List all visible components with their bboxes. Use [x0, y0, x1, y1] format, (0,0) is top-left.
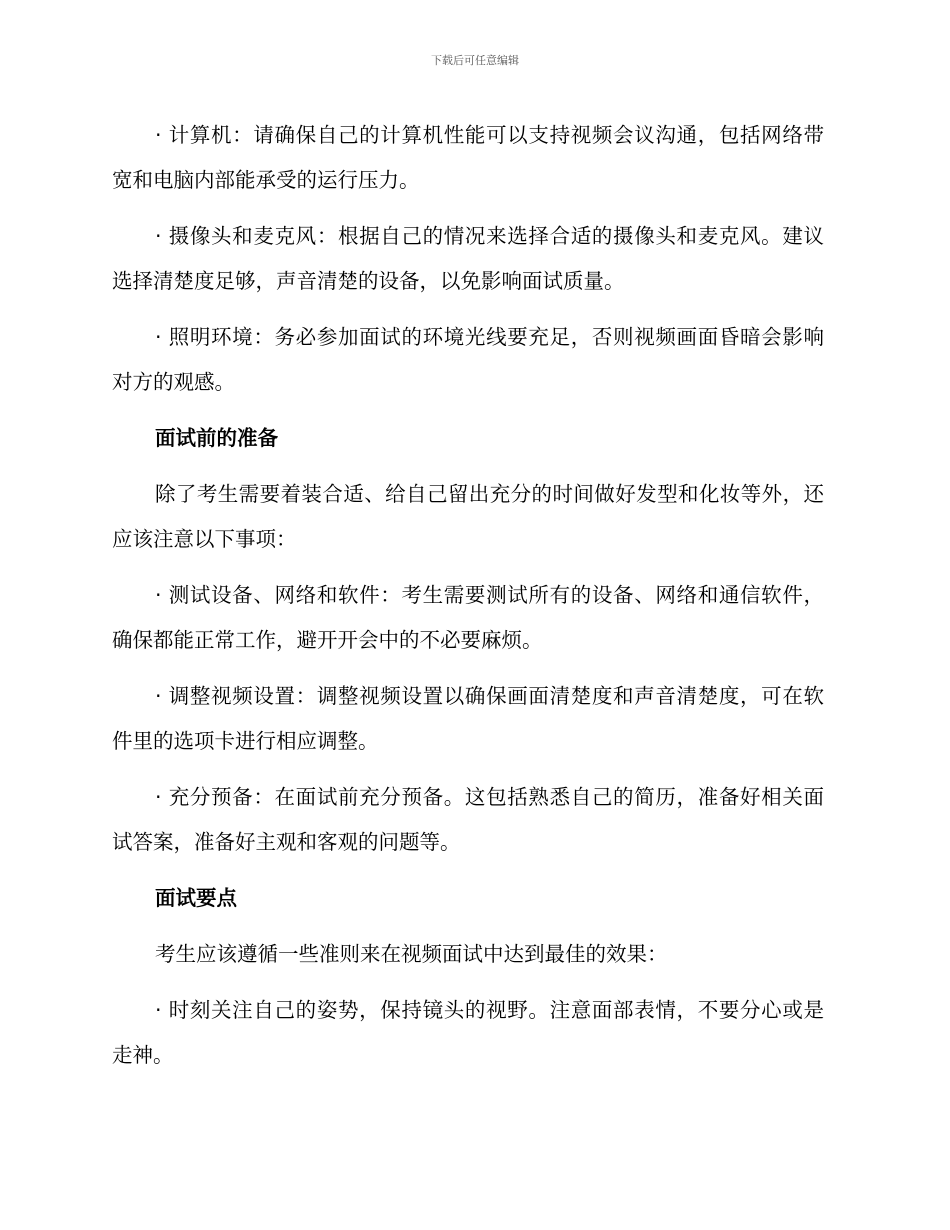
bullet-test-equipment: · 测试设备、网络和软件：考生需要测试所有的设备、网络和通信软件，确保都能正常工作，避开开会中的不必要麻烦。: [112, 583, 824, 652]
key-points-intro: 考生应该遵循一些准则来在视频面试中达到最佳的效果：: [155, 942, 668, 966]
section-heading-key-points: 面试要点: [155, 886, 237, 910]
bullet-camera-microphone: · 摄像头和麦克风：根据自己的情况来选择合适的摄像头和麦克风。建议选择清楚度足够，声音清楚的设备，以免影响面试质量。: [112, 224, 824, 293]
bullet-lighting: · 照明环境：务必参加面试的环境光线要充足，否则视频画面昏暗会影响对方的观感。: [112, 325, 824, 394]
bullet-computer: · 计算机：请确保自己的计算机性能可以支持视频会议沟通，包括网络带宽和电脑内部能承受的运行压力。: [112, 123, 824, 192]
section-heading-preparation: 面试前的准备: [155, 426, 278, 450]
preparation-intro: 除了考生需要着装合适、给自己留出充分的时间做好发型和化妆等外，还应该注意以下事项：: [112, 482, 824, 551]
bullet-video-settings: · 调整视频设置：调整视频设置以确保画面清楚度和声音清楚度，可在软件里的选项卡进行相应调整。: [112, 684, 824, 753]
document-body: [112, 113, 824, 1089]
bullet-posture: · 时刻关注自己的姿势，保持镜头的视野。注意面部表情，不要分心或是走神。: [112, 998, 824, 1067]
page-header: 下载后可任意编辑: [431, 54, 519, 67]
bullet-full-preparation: · 充分预备：在面试前充分预备。这包括熟悉自己的简历，准备好相关面试答案，准备好主观和客观的问题等。: [112, 785, 824, 854]
